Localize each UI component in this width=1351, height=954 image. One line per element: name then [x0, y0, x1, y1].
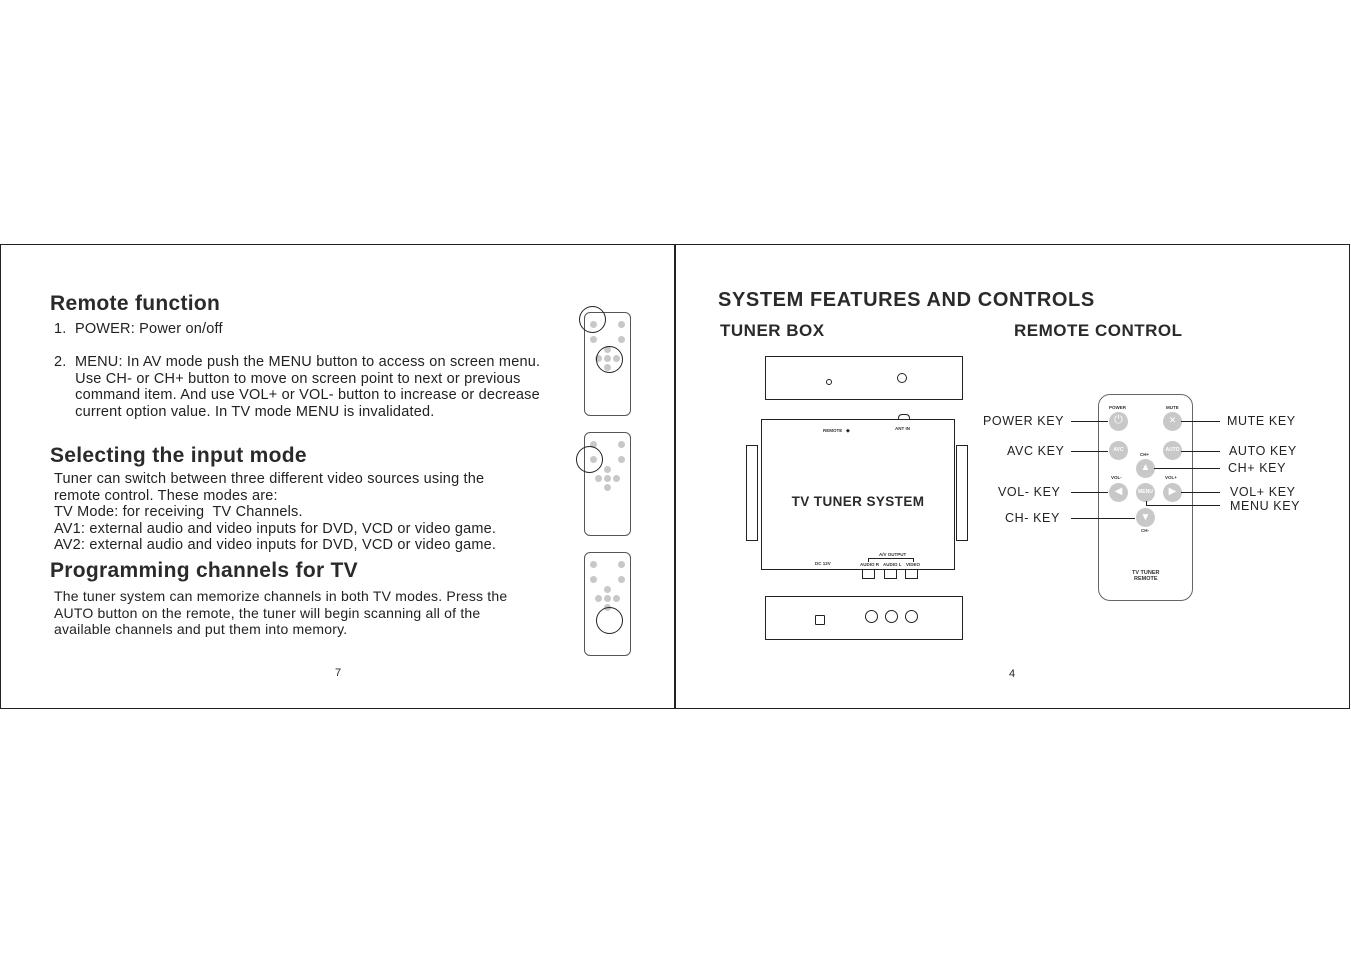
ch-plus-text: CH+ [1140, 452, 1150, 457]
programming-heading: Programming channels for TV [50, 559, 358, 582]
audio-r-jack [862, 569, 875, 579]
mute-leader-line [1181, 421, 1220, 422]
avc-key-label: AVC KEY [1007, 444, 1065, 458]
tuner-front-panel [765, 356, 963, 400]
system-features-title: SYSTEM FEATURES AND CONTROLS [718, 289, 1095, 311]
video-label: VIDEO [906, 562, 921, 567]
remote-brand-line1: TV TUNER [1132, 570, 1160, 576]
vol-plus-text: VOL+ [1165, 475, 1177, 480]
vol-minus-key-label: VOL- KEY [998, 485, 1061, 499]
vol-plus-key-label: VOL+ KEY [1230, 485, 1296, 499]
mini-remote-auto [584, 552, 631, 656]
auto-button[interactable]: AUTO [1163, 441, 1182, 460]
vol-minus-leader-line [1071, 492, 1108, 493]
left-page [0, 244, 675, 709]
vol-minus-text: VOL- [1111, 475, 1122, 480]
mute-key-label: MUTE KEY [1227, 414, 1296, 428]
menu-highlight-circle [596, 346, 623, 373]
ant-in-label: ANT IN [895, 426, 910, 431]
vol-minus-button[interactable] [1109, 483, 1128, 502]
antenna-jack-icon [897, 373, 907, 383]
tuner-right-bracket [956, 445, 968, 541]
programming-text: The tuner system can memorize channels in both TV modes. Press the AUTO button on the remote, the tuner will begin scanning all of the available channels and put them into memory. [54, 588, 508, 638]
dc-12v-label: DC 12V [815, 561, 831, 566]
ir-sensor-icon [826, 379, 832, 385]
tuner-body [761, 419, 955, 570]
page-number-right: 4 [1009, 668, 1016, 680]
audio-l-label: AUDIO L [883, 562, 902, 567]
auto-leader-line [1181, 451, 1220, 452]
input-mode-heading: Selecting the input mode [50, 444, 307, 467]
triangle-right-icon: ▶ [1168, 486, 1177, 497]
power-item-text: 1. POWER: Power on/off [54, 321, 223, 337]
power-highlight-circle [579, 306, 606, 333]
right-page [675, 244, 1350, 709]
avc-leader-line [1071, 451, 1108, 452]
auto-key-label: AUTO KEY [1229, 444, 1297, 458]
mute-text: MUTE [1166, 405, 1179, 410]
mute-icon: ✕ [1168, 415, 1177, 425]
power-icon: ⏻ [1114, 414, 1123, 426]
av-output-label: A/V OUTPUT [879, 552, 907, 557]
remote-control-body [1098, 394, 1193, 601]
ch-minus-key-label: CH- KEY [1005, 511, 1060, 525]
auto-highlight-circle [596, 607, 623, 634]
vol-plus-leader-line [1181, 492, 1220, 493]
triangle-left-icon: ◀ [1114, 486, 1123, 497]
dc-power-jack-icon [815, 615, 825, 625]
rca-video-icon [905, 610, 918, 623]
tuner-box-heading: TUNER BOX [720, 321, 825, 340]
power-key-label: POWER KEY [983, 414, 1065, 428]
ch-minus-text: CH- [1141, 528, 1149, 533]
remote-port-icon: ◆ [846, 428, 850, 434]
page-number-left: 7 [335, 667, 342, 679]
remote-brand-line2: REMOTE [1134, 576, 1158, 582]
remote-port-label: REMOTE [823, 428, 843, 433]
ch-plus-leader-line [1154, 468, 1220, 469]
tuner-back-panel [765, 596, 963, 640]
avc-button[interactable]: AVC [1109, 441, 1128, 460]
audio-r-label: AUDIO R [860, 562, 879, 567]
remote-control-heading: REMOTE CONTROL [1014, 321, 1183, 340]
tuner-left-bracket [746, 445, 758, 541]
menu-key-label: MENU KEY [1230, 499, 1301, 513]
menu-leader-line [1146, 505, 1220, 506]
ch-plus-key-label: CH+ KEY [1228, 461, 1287, 475]
power-text: POWER [1109, 405, 1127, 410]
remote-function-heading: Remote function [50, 292, 221, 315]
menu-item-text: 2. MENU: In AV mode push the MENU button to access on screen menu. Use CH- or CH+ button to move on screen point to next or previous command item. And use VOL+ or VOL- button to increase or decrease current option value. In TV mode MENU is invalidated. [54, 354, 541, 420]
ch-minus-leader-line [1071, 518, 1135, 519]
rca-audio-l-icon [885, 610, 898, 623]
triangle-down-icon: ▼ [1140, 512, 1151, 523]
ch-plus-button[interactable] [1136, 459, 1155, 478]
power-leader-line [1071, 421, 1108, 422]
input-mode-text: Tuner can switch between three different video sources using the remote control. These modes are: TV Mode: for receiving TV Channels. AV1: external audio and video inputs for DVD, VCD or video game. AV2: external audio and video inputs for DVD, VCD or video game. [54, 471, 497, 554]
ch-minus-button[interactable] [1136, 508, 1155, 527]
triangle-up-icon: ▲ [1140, 462, 1151, 473]
menu-button[interactable]: MENU [1136, 483, 1155, 502]
tuner-system-label: TV TUNER SYSTEM [791, 494, 925, 509]
vol-plus-button[interactable] [1163, 483, 1182, 502]
video-jack [905, 569, 918, 579]
mute-button[interactable] [1163, 412, 1182, 431]
audio-l-jack [884, 569, 897, 579]
avc-highlight-circle [576, 446, 603, 473]
power-button[interactable] [1109, 412, 1128, 431]
rca-audio-r-icon [865, 610, 878, 623]
